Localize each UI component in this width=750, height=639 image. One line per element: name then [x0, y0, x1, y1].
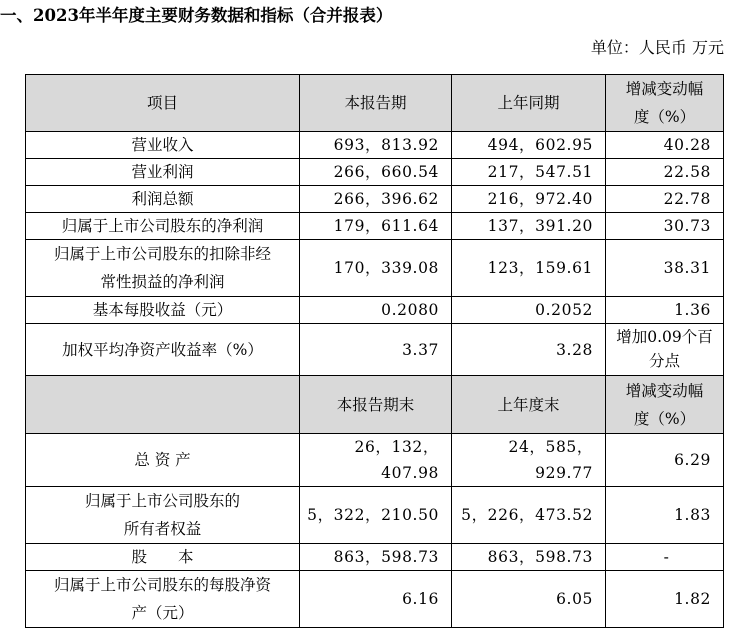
row-label: 利润总额: [26, 186, 300, 213]
current-value: 693，813.92: [300, 132, 452, 159]
current-value: 170，339.08: [300, 240, 452, 297]
table-row: [26, 159, 724, 186]
change-value: 38.31: [606, 240, 724, 297]
row-label: 营业收入: [26, 132, 300, 159]
header-change-pct: 增减变动幅度（%）: [606, 75, 724, 132]
financial-data-table: [25, 74, 724, 628]
table-row: [26, 240, 724, 297]
header-current-period: 本报告期: [300, 75, 452, 132]
prior-value: 3.28: [452, 324, 606, 376]
prior-value: 217，547.51: [452, 159, 606, 186]
change-value: 1.82: [606, 571, 724, 628]
row-label: 总 资 产: [26, 434, 300, 487]
row-label: 归属于上市公司股东的每股净资产（元）: [26, 571, 300, 628]
prior-value: 123，159.61: [452, 240, 606, 297]
prior-value: 137，391.20: [452, 213, 606, 240]
row-label: 归属于上市公司股东的净利润: [26, 213, 300, 240]
change-value: 6.29: [606, 434, 724, 487]
current-value: 0.2080: [300, 297, 452, 324]
table-row: [26, 297, 724, 324]
header-change-pct: 增减变动幅度（%）: [606, 376, 724, 434]
current-value: 266，396.62: [300, 186, 452, 213]
change-value: 1.36: [606, 297, 724, 324]
prior-value: 863，598.73: [452, 544, 606, 571]
current-value: 5，322，210.50: [300, 487, 452, 544]
header-item: 项目: [26, 75, 300, 132]
change-value: 40.28: [606, 132, 724, 159]
prior-value: 5，226，473.52: [452, 487, 606, 544]
current-value: 6.16: [300, 571, 452, 628]
header-prior-period: 上年同期: [452, 75, 606, 132]
table-header-row: [26, 376, 724, 434]
table-row: [26, 434, 724, 487]
header-item-blank: [26, 376, 300, 434]
table-row: [26, 213, 724, 240]
change-value: 22.78: [606, 186, 724, 213]
row-label: 归属于上市公司股东的扣除非经常性损益的净利润: [26, 240, 300, 297]
change-value: 30.73: [606, 213, 724, 240]
current-value: 266，660.54: [300, 159, 452, 186]
row-label: 股 本: [26, 544, 300, 571]
current-value: 26，132，407.98: [300, 434, 452, 487]
current-value: 179，611.64: [300, 213, 452, 240]
prior-value: 216，972.40: [452, 186, 606, 213]
row-label: 基本每股收益（元）: [26, 297, 300, 324]
change-value: 22.58: [606, 159, 724, 186]
header-prior-year-end: 上年度末: [452, 376, 606, 434]
table-row: [26, 186, 724, 213]
prior-value: 6.05: [452, 571, 606, 628]
prior-value: 24，585，929.77: [452, 434, 606, 487]
current-value: 863，598.73: [300, 544, 452, 571]
table-row: [26, 132, 724, 159]
prior-value: 494，602.95: [452, 132, 606, 159]
row-label: 加权平均净资产收益率（%）: [26, 324, 300, 376]
change-value: -: [606, 544, 724, 571]
prior-value: 0.2052: [452, 297, 606, 324]
table-row: [26, 544, 724, 571]
section-title: 一、2023年半年度主要财务数据和指标（合并报表）: [0, 6, 393, 25]
change-value: 增加0.09个百分点: [606, 324, 724, 376]
current-value: 3.37: [300, 324, 452, 376]
table-row: [26, 324, 724, 376]
table-row: [26, 571, 724, 628]
table-header-row: [26, 75, 724, 132]
unit-label: 单位：人民币 万元: [590, 38, 724, 57]
header-period-end: 本报告期末: [300, 376, 452, 434]
table-row: [26, 487, 724, 544]
row-label: 营业利润: [26, 159, 300, 186]
change-value: 1.83: [606, 487, 724, 544]
row-label: 归属于上市公司股东的所有者权益: [26, 487, 300, 544]
